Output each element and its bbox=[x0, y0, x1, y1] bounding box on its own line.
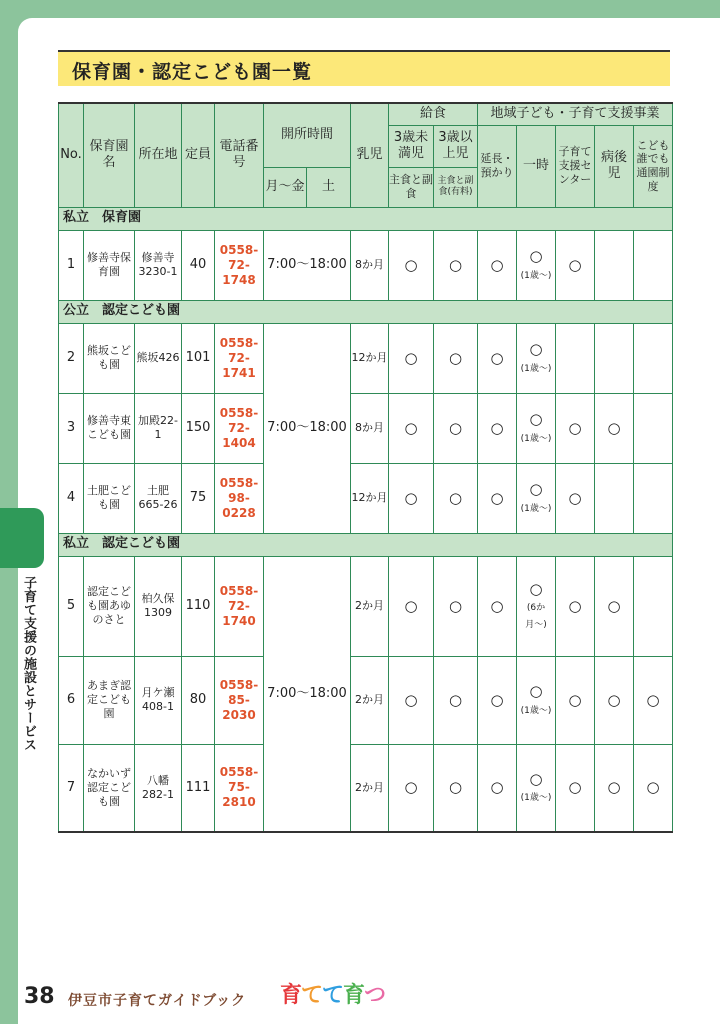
header-name: 保育園名 bbox=[84, 103, 135, 207]
section-private-kodomoen: 私立 認定こども園 bbox=[59, 533, 673, 556]
page-number: 38 bbox=[24, 984, 55, 1009]
header-address: 所在地 bbox=[135, 103, 182, 207]
header-over3: 3歳以上児 bbox=[434, 125, 478, 167]
header-saturday: 土 bbox=[307, 167, 351, 207]
logo: 育てて育つ bbox=[280, 983, 386, 1008]
table-row: 2 熊坂こども園 熊坂426 101 0558-72-1741 7:00〜18:00 12か月 ○ ○ ○ ○ (1歳〜) bbox=[59, 323, 673, 393]
footer-title: 伊豆市子育てガイドブック bbox=[68, 993, 247, 1009]
shared-hours-private: 7:00〜18:00 bbox=[264, 556, 351, 832]
header-commute: こども誰でも通園制度 bbox=[634, 125, 673, 207]
header-sick: 病後児 bbox=[595, 125, 634, 207]
shared-hours-public: 7:00〜18:00 bbox=[264, 323, 351, 533]
header-extended: 延長・預かり bbox=[478, 125, 517, 207]
section-private-nursery: 私立 保育園 bbox=[59, 207, 673, 230]
table-row: 7 なかいず認定こども園 八幡282-1 111 0558-75-2810 2か月 ○ ○ ○ ○ (1歳〜) ○ ○ ○ bbox=[59, 744, 673, 832]
facility-table bbox=[58, 102, 673, 833]
header-capacity: 定員 bbox=[182, 103, 215, 207]
header-meals: 給食 bbox=[389, 103, 478, 125]
header-phone: 電話番号 bbox=[215, 103, 264, 207]
header-infant: 乳児 bbox=[351, 103, 389, 207]
section-public-kodomoen: 公立 認定こども園 bbox=[59, 300, 673, 323]
header-temporary: 一時 bbox=[517, 125, 556, 207]
side-label: 子育て支援の施設とサービス bbox=[21, 576, 36, 752]
header-no: No. bbox=[59, 103, 84, 207]
header-hours: 開所時間 bbox=[264, 103, 351, 167]
table-row: 6 あまぎ認定こども園 月ケ瀬408-1 80 0558-85-2030 2か月 ○ ○ ○ ○ (1歳〜) ○ ○ ○ bbox=[59, 656, 673, 744]
header-center: 子育て支援センター bbox=[556, 125, 595, 207]
side-tab bbox=[0, 508, 44, 568]
header-side-only: 主食と副食(有料) bbox=[434, 167, 478, 207]
header-weekday: 月〜金 bbox=[264, 167, 307, 207]
table-row: 1 修善寺保育園 修善寺3230-1 40 0558-72-1748 7:00〜18:00 8か月 ○ ○ ○ ○ (1歳〜) ○ bbox=[59, 230, 673, 300]
table-row: 4 土肥こども園 土肥665-26 75 0558-98-0228 12か月 ○ ○ ○ ○ (1歳〜) ○ bbox=[59, 463, 673, 533]
header-under3: 3歳未満児 bbox=[389, 125, 434, 167]
table-row: 5 認定こども園あゆのさと 柏久保1309 110 0558-72-1740 7:00〜18:00 2か月 ○ ○ ○ ○ (6か月〜) ○ ○ bbox=[59, 556, 673, 656]
page-title: 保育園・認定こども園一覧 bbox=[72, 61, 313, 83]
header-support: 地域子ども・子育て支援事業 bbox=[478, 103, 673, 125]
title-bar bbox=[58, 50, 670, 86]
header-main-side: 主食と副食 bbox=[389, 167, 434, 207]
table-row: 3 修善寺東こども園 加殿22-1 150 0558-72-1404 8か月 ○ ○ ○ ○ (1歳〜) ○ ○ bbox=[59, 393, 673, 463]
